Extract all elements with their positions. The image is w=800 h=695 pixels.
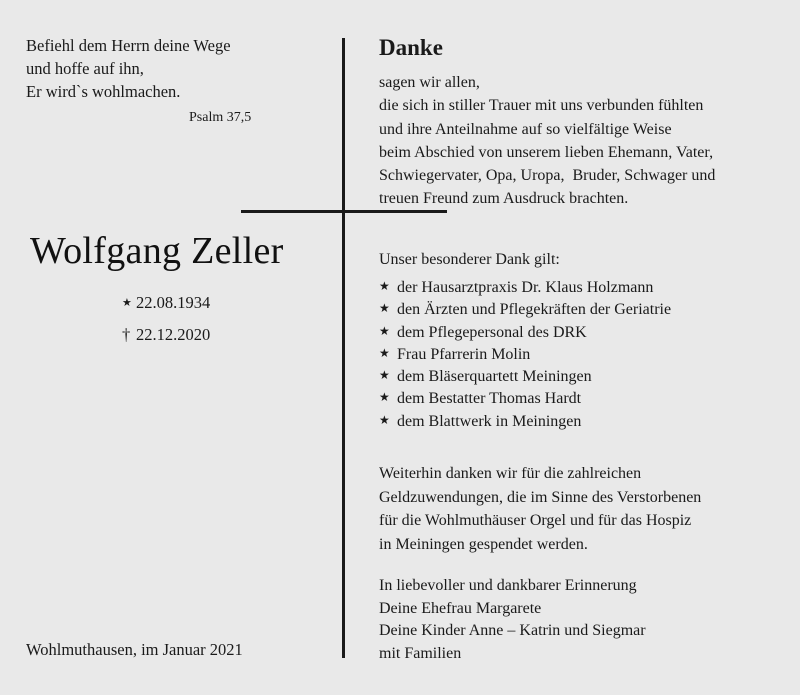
- donation-note: [379, 462, 701, 556]
- birth-date: 22.08.1934: [136, 293, 211, 312]
- list-item-text: der Hausarztpraxis Dr. Klaus Holzmann: [397, 279, 654, 296]
- verse-source: Psalm 37,5: [189, 110, 252, 125]
- closing-line: In liebevoller und dankbarer Erinnerung: [379, 577, 637, 594]
- closing-line: Deine Ehefrau Margarete: [379, 599, 542, 617]
- star-icon: ★: [379, 368, 390, 383]
- verse-line: und hoffe auf ihn,: [26, 59, 144, 78]
- list-item: [379, 299, 671, 321]
- verse-line: Befiehl dem Herrn deine Wege: [26, 36, 231, 55]
- list-item: [379, 388, 671, 410]
- star-icon: ★: [379, 412, 390, 427]
- place-and-date: Wohlmuthausen, im Januar 2021: [26, 640, 243, 659]
- star-icon: ★: [379, 323, 390, 338]
- death-date: 22.12.2020: [136, 325, 211, 344]
- death-row: [122, 320, 210, 349]
- thanks-line: Schwiegervater, Opa, Uropa, Bruder, Schwager und: [379, 167, 716, 185]
- thanks-line: die sich in stiller Trauer mit uns verbunden fühlten: [379, 97, 704, 115]
- star-icon: ★: [379, 390, 390, 405]
- thanks-heading: Danke: [379, 35, 443, 60]
- list-item: [379, 366, 671, 388]
- verse-line: Er wird`s wohlmachen.: [26, 82, 181, 101]
- list-item-text: den Ärzten und Pflegekräften der Geriatrie: [397, 301, 672, 319]
- bible-verse: [26, 34, 231, 103]
- life-dates: [122, 288, 210, 349]
- deceased-name: Wolfgang Zeller: [30, 230, 284, 272]
- donation-line: Weiterhin danken wir für die zahlreichen: [379, 465, 642, 482]
- star-icon: ★: [379, 279, 390, 293]
- closing-line: mit Familien: [379, 644, 462, 662]
- thanks-line: beim Abschied von unserem lieben Ehemann, Vater,: [379, 143, 714, 161]
- cross-vertical-bar: [342, 38, 345, 658]
- list-item-text: Frau Pfarrerin Molin: [397, 345, 531, 363]
- list-item: [379, 344, 671, 366]
- list-item-text: dem Pflegepersonal des DRK: [397, 323, 587, 341]
- star-icon: ★: [122, 297, 132, 309]
- birth-row: [122, 288, 210, 320]
- closing-signature: [379, 575, 646, 665]
- donation-line: für die Wohlmuthäuser Orgel und für das Hospiz: [379, 512, 692, 529]
- thanks-line: und ihre Anteilnahme auf so vielfältige Weise: [379, 120, 672, 138]
- thanks-text: [379, 71, 715, 211]
- list-item-text: dem Blattwerk in Meiningen: [397, 412, 582, 430]
- list-item: [379, 322, 671, 344]
- star-icon: ★: [379, 301, 390, 316]
- list-item: [379, 411, 671, 433]
- list-item-text: dem Bläserquartett Meiningen: [397, 368, 592, 386]
- special-thanks-list: [379, 277, 671, 433]
- list-item: [379, 277, 671, 299]
- special-thanks-heading: Unser besonderer Dank gilt:: [379, 251, 560, 268]
- donation-line: Geldzuwendungen, die im Sinne des Verstorbenen: [379, 488, 702, 506]
- list-item-text: dem Bestatter Thomas Hardt: [397, 390, 582, 408]
- donation-line: in Meiningen gespendet werden.: [379, 535, 588, 553]
- thanks-line: sagen wir allen,: [379, 74, 480, 91]
- star-icon: ★: [379, 345, 390, 360]
- thanks-line: treuen Freund zum Ausdruck brachten.: [379, 190, 629, 208]
- dagger-icon: †: [122, 325, 131, 344]
- closing-line: Deine Kinder Anne – Katrin und Siegmar: [379, 622, 646, 639]
